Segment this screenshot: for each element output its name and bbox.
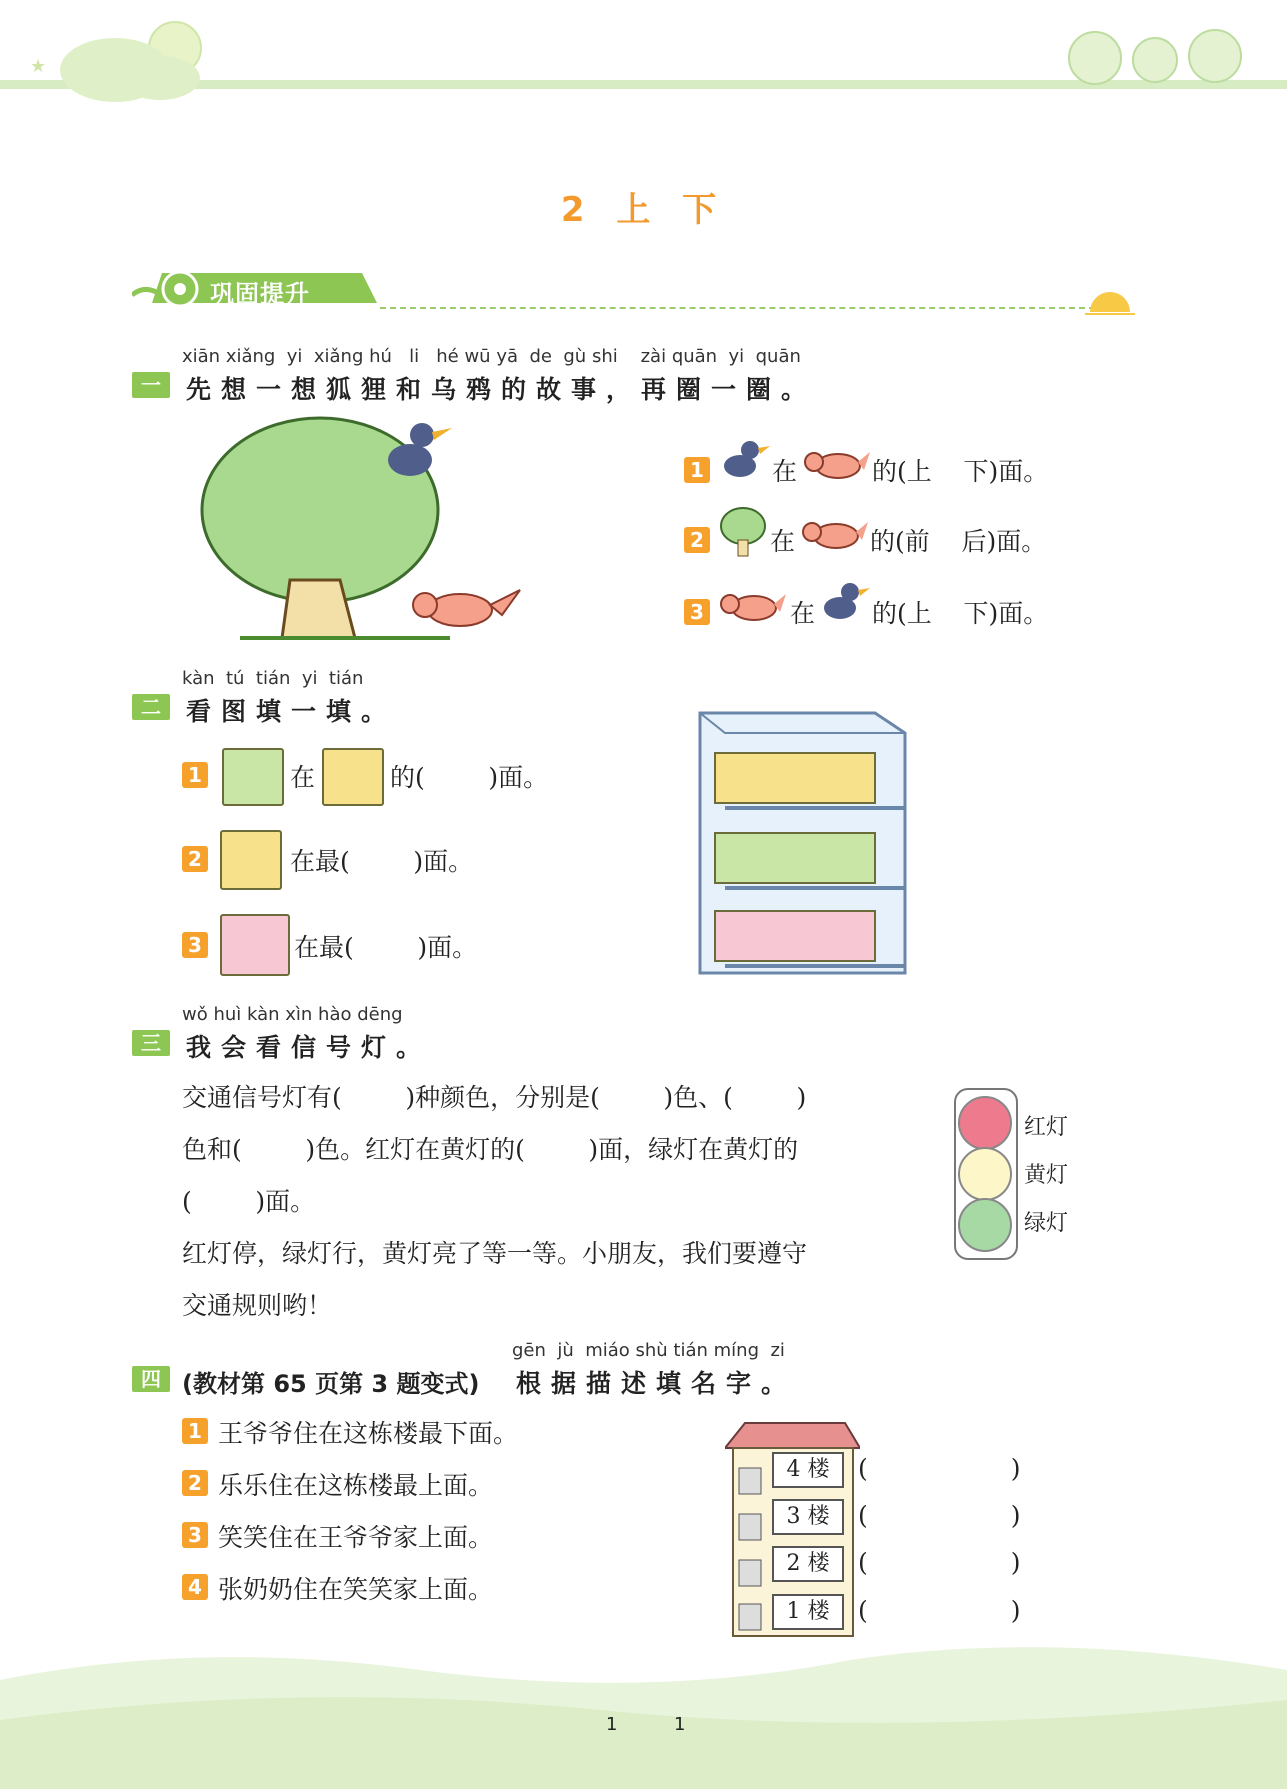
q1-item-2-number: 2 [684, 527, 710, 553]
yellow-light-label: 黄灯 [1024, 1163, 1069, 1188]
yellow-light-icon [958, 1147, 1012, 1201]
floor-3-label: 3 楼 [772, 1499, 844, 1535]
dashed-divider [380, 307, 1095, 309]
floor-2-answer-blank[interactable]: ( ) [858, 1548, 1021, 1577]
sun-cloud-decoration [20, 0, 220, 110]
tree-crow-fox-illustration [190, 410, 530, 650]
q3-line-5: 交通规则哟！ [182, 1291, 333, 1320]
q3-line-4: 红灯停，绿灯行，黄灯亮了等一等。小朋友，我们要遵守 [182, 1239, 808, 1268]
q2-pinyin: kàn tú tián yi tián [182, 668, 364, 689]
q4-source-note: (教材第 65 页第 3 题变式) [182, 1370, 480, 1398]
q4-number: 四 [132, 1366, 170, 1392]
q4-item-2-text: 乐乐住在这栋楼最上面。 [218, 1471, 494, 1500]
q1-item-3-number: 3 [684, 599, 710, 625]
page-title: 2 上 下 [560, 190, 727, 230]
q4-pinyin: gēn jù miáo shù tián míng zi [512, 1340, 785, 1361]
q2-item-1-text-b: 的( )面。 [390, 763, 549, 792]
book-fairytale-icon [322, 748, 384, 806]
q2-item-1-number: 1 [182, 762, 208, 788]
floor-1-answer-blank[interactable]: ( ) [858, 1596, 1021, 1625]
book-composition-icon [222, 748, 284, 806]
q4-item-4-text: 张奶奶住在笑笑家上面。 [218, 1575, 494, 1604]
q3-line-3: ( )面。 [182, 1187, 316, 1216]
q4-item-1-text: 王爷爷住在这栋楼最下面。 [218, 1419, 519, 1448]
green-light-label: 绿灯 [1024, 1211, 1069, 1236]
q3-line-2: 色和( )色。红灯在黄灯的( )面，绿灯在黄灯的 [182, 1135, 799, 1164]
book-math-icon [220, 914, 290, 976]
q1-item-3-text-b: 的(上 下)面。 [872, 599, 1049, 628]
book-fairytale-icon [220, 830, 282, 890]
red-light-icon [958, 1096, 1012, 1150]
svg-text:★: ★ [30, 56, 47, 77]
q1-item-1-text-a: 在 [772, 457, 798, 486]
red-light-label: 红灯 [1024, 1115, 1069, 1140]
q2-item-1-text-a: 在 [290, 763, 316, 792]
q2-item-3-text: 在最( )面。 [294, 933, 478, 962]
q1-item-2-text-b: 的(前 后)面。 [870, 527, 1047, 556]
q4-item-1-number: 1 [182, 1418, 208, 1444]
q1-number: 一 [132, 372, 170, 398]
q2-item-2-number: 2 [182, 846, 208, 872]
fox-icon [718, 582, 786, 630]
q2-item-2-text: 在最( )面。 [290, 847, 474, 876]
crow-icon [818, 578, 870, 628]
page-number-left: 1 [606, 1714, 618, 1735]
floor-3-answer-blank[interactable]: ( ) [858, 1501, 1021, 1530]
fox-icon [802, 440, 870, 488]
q3-title: 我会看信号灯。 [186, 1033, 432, 1062]
floor-1-label: 1 楼 [772, 1594, 844, 1630]
q1-item-1-number: 1 [684, 457, 710, 483]
q3-pinyin: wǒ huì kàn xìn hào dēng [182, 1004, 403, 1025]
section-banner-label: 巩固提升 [210, 280, 310, 308]
q1-item-3-text-a: 在 [790, 599, 816, 628]
q1-title: 先想一想狐狸和乌鸦的故事，再圈一圈。 [186, 375, 817, 404]
tree-icon [718, 506, 768, 558]
sunset-icon [1085, 290, 1135, 320]
green-light-icon [958, 1198, 1012, 1252]
footer-hills-decoration [0, 1640, 1287, 1789]
q3-number: 三 [132, 1030, 170, 1056]
page-number-right: 1 [674, 1714, 686, 1735]
floor-4-answer-blank[interactable]: ( ) [858, 1454, 1021, 1483]
q1-item-1-text-b: 的(上 下)面。 [872, 457, 1049, 486]
crow-icon [388, 423, 452, 476]
floor-4-label: 4 楼 [772, 1452, 844, 1488]
q1-pinyin: xiān xiǎng yi xiǎng hú li hé wū yā de gù shi zài quān yi quān [182, 346, 801, 367]
animal-faces-decoration [1060, 20, 1260, 90]
q4-item-3-number: 3 [182, 1522, 208, 1548]
fox-icon [800, 510, 868, 558]
q3-line-1: 交通信号灯有( )种颜色，分别是( )色、( ) [182, 1083, 807, 1112]
fox-icon [413, 590, 520, 626]
bookshelf-illustration [695, 708, 910, 983]
q4-item-2-number: 2 [182, 1470, 208, 1496]
q2-title: 看图填一填。 [186, 697, 397, 726]
q1-item-2-text-a: 在 [770, 527, 796, 556]
q2-number: 二 [132, 694, 170, 720]
q4-title: 根据描述填名字。 [516, 1369, 797, 1398]
q4-item-4-number: 4 [182, 1574, 208, 1600]
q2-item-3-number: 3 [182, 932, 208, 958]
floor-2-label: 2 楼 [772, 1546, 844, 1582]
crow-icon [718, 436, 770, 486]
q4-item-3-text: 笑笑住在王爷爷家上面。 [218, 1523, 494, 1552]
